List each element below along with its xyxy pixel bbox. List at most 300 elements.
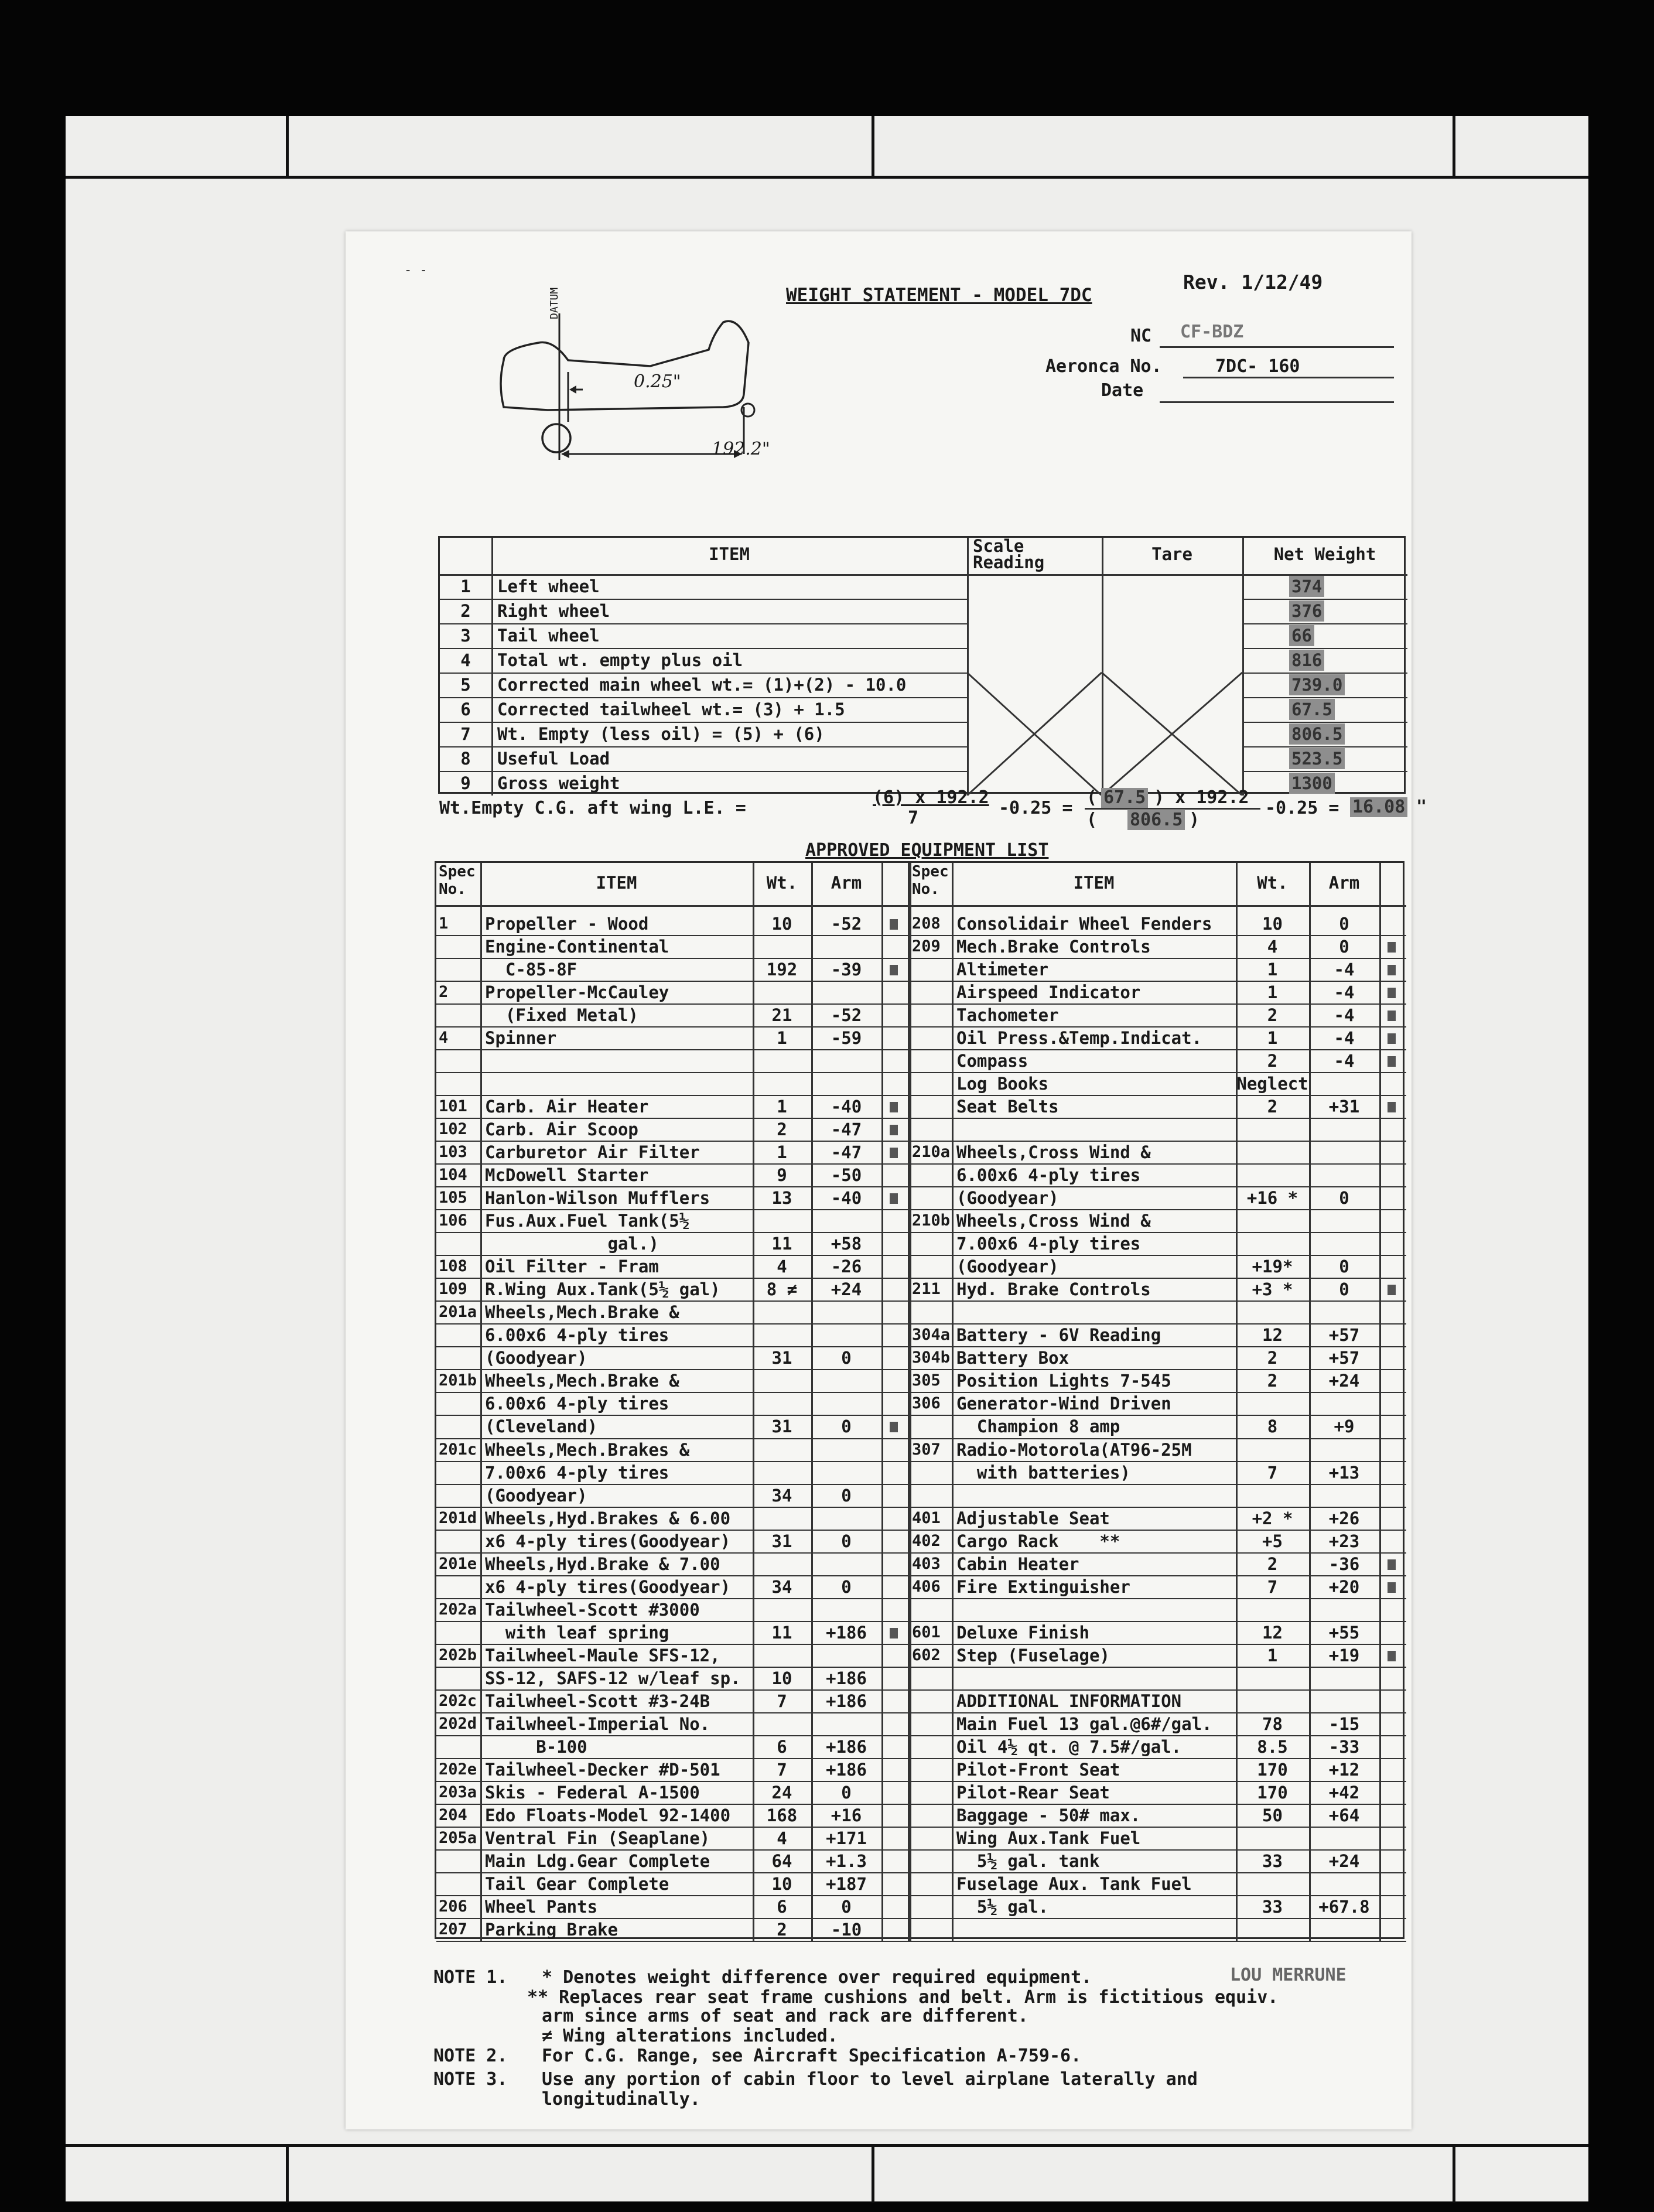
left-equipment-item: Ventral Fin (Seaplane) bbox=[485, 1828, 710, 1848]
weight-statement-sheet bbox=[346, 231, 1427, 2129]
right-equipment-weight: 50 bbox=[1262, 1805, 1283, 1825]
right-equipment-arm: 0 bbox=[1339, 1279, 1349, 1300]
left-equipment-item: Tailwheel-Maule SFS-12, bbox=[485, 1645, 720, 1665]
right-equipment-item: (Goodyear) bbox=[956, 1257, 1059, 1277]
left-equipment-weight: 7 bbox=[777, 1759, 787, 1780]
cg-formula-f2-num-a: ( bbox=[1086, 787, 1098, 808]
equipment-list-title: APPROVED EQUIPMENT LIST bbox=[805, 840, 1049, 861]
right-spec-number: 208 bbox=[912, 914, 941, 933]
weight-row-net: 67.5 bbox=[1289, 699, 1335, 720]
left-equipment-arm: +24 bbox=[831, 1279, 862, 1300]
left-equipment-arm: +58 bbox=[831, 1234, 862, 1254]
left-spec-number: 2 bbox=[439, 983, 449, 1002]
right-equipment-item: Baggage - 50# max. bbox=[956, 1805, 1141, 1825]
left-equipment-item: Tailwheel-Scott #3-24B bbox=[485, 1691, 710, 1711]
right-equipment-item: Main Fuel 13 gal.@6#/gal. bbox=[956, 1713, 1212, 1734]
right-equipment-item: Battery Box bbox=[956, 1348, 1069, 1368]
left-equipment-item: x6 4-ply tires(Goodyear) bbox=[485, 1531, 731, 1551]
right-equipment-item: Oil Press.&Temp.Indicat. bbox=[956, 1028, 1202, 1049]
left-equipment-item: Propeller-McCauley bbox=[485, 982, 669, 1003]
left-spec-number: 103 bbox=[439, 1143, 467, 1162]
left-spec-number: 201a bbox=[439, 1303, 477, 1322]
left-spec-number: 105 bbox=[439, 1189, 467, 1207]
left-equipment-weight: 31 bbox=[771, 1348, 792, 1368]
left-equipment-weight: 1 bbox=[777, 1028, 787, 1049]
right-equipment-weight: 170 bbox=[1257, 1759, 1288, 1780]
right-equipment-item: with batteries) bbox=[956, 1462, 1130, 1483]
center-rule bbox=[908, 863, 911, 1941]
left-spec-number: 202b bbox=[439, 1646, 477, 1664]
left-equipment-arm: +186 bbox=[826, 1759, 867, 1780]
weight-row-number: 4 bbox=[460, 650, 471, 670]
right-header-arm: Arm bbox=[1328, 873, 1360, 893]
left-equipment-item: (Goodyear) bbox=[485, 1485, 587, 1506]
right-equipment-arm: +42 bbox=[1328, 1782, 1360, 1803]
left-equipment-weight: 21 bbox=[771, 1005, 792, 1026]
page-title: WEIGHT STATEMENT - MODEL 7DC bbox=[786, 285, 1092, 306]
left-equipment-item: Fus.Aux.Fuel Tank(5½ bbox=[485, 1211, 690, 1231]
left-spec-number: 101 bbox=[439, 1097, 467, 1116]
right-equipment-arm: 0 bbox=[1339, 1188, 1349, 1209]
frame-top-rule bbox=[66, 176, 1588, 179]
right-equipment-arm: +67.8 bbox=[1318, 1896, 1370, 1917]
left-equipment-arm: -39 bbox=[831, 960, 862, 980]
weight-row-number: 5 bbox=[460, 675, 471, 695]
left-spec-number: 207 bbox=[439, 1920, 467, 1938]
weight-row-number: 8 bbox=[460, 749, 471, 769]
right-equipment-weight: 12 bbox=[1262, 1622, 1283, 1643]
left-equipment-arm: +16 bbox=[831, 1805, 862, 1825]
right-spec-number: 210a bbox=[912, 1143, 951, 1162]
left-equipment-item: Main Ldg.Gear Complete bbox=[485, 1851, 710, 1871]
right-spec-number: 304a bbox=[912, 1326, 951, 1344]
right-equipment-weight: 7 bbox=[1267, 1576, 1278, 1597]
left-equipment-item: Edo Floats-Model 92-1400 bbox=[485, 1805, 731, 1825]
left-equipment-weight: 34 bbox=[771, 1576, 792, 1597]
left-equipment-arm: -59 bbox=[831, 1028, 862, 1049]
right-equipment-weight: 33 bbox=[1262, 1896, 1283, 1917]
right-spec-number: 307 bbox=[912, 1440, 941, 1459]
right-spec-number: 305 bbox=[912, 1371, 941, 1390]
right-equipment-item: Mech.Brake Controls bbox=[956, 937, 1151, 957]
left-equipment-weight: 7 bbox=[777, 1691, 787, 1711]
right-equipment-arm: -4 bbox=[1334, 1005, 1355, 1026]
left-equipment-weight: 31 bbox=[771, 1416, 792, 1437]
right-equipment-weight: 8.5 bbox=[1257, 1736, 1288, 1757]
right-spec-number: 406 bbox=[912, 1577, 941, 1596]
right-equipment-weight: +19* bbox=[1252, 1257, 1293, 1277]
left-equipment-weight: 11 bbox=[771, 1234, 792, 1254]
right-equipment-item: Altimeter bbox=[956, 960, 1049, 980]
left-equipment-weight: 168 bbox=[766, 1805, 798, 1825]
equipment-table bbox=[435, 861, 1404, 1939]
required-equipment-mark bbox=[1388, 1011, 1396, 1021]
right-equipment-weight: 33 bbox=[1262, 1851, 1283, 1871]
right-equipment-weight: +3 * bbox=[1252, 1279, 1293, 1300]
right-equipment-weight: 1 bbox=[1267, 960, 1278, 980]
left-equipment-item: Oil Filter - Fram bbox=[485, 1257, 659, 1277]
right-equipment-item: Compass bbox=[956, 1051, 1028, 1071]
weight-row-item: Wt. Empty (less oil) = (5) + (6) bbox=[497, 724, 825, 744]
right-equipment-weight: 1 bbox=[1267, 1645, 1278, 1665]
right-equipment-weight: 4 bbox=[1267, 937, 1278, 957]
cg-formula-f2-den-a: ( bbox=[1086, 810, 1098, 830]
weight-row-net: 66 bbox=[1289, 625, 1314, 646]
left-equipment-weight: 64 bbox=[771, 1851, 792, 1871]
left-equipment-item: Carb. Air Heater bbox=[485, 1097, 649, 1117]
left-equipment-weight: 2 bbox=[777, 1119, 787, 1140]
column-rule bbox=[480, 863, 482, 1941]
left-equipment-item: (Fixed Metal) bbox=[485, 1005, 638, 1026]
required-equipment-mark bbox=[890, 1125, 898, 1135]
left-equipment-arm: 0 bbox=[841, 1576, 852, 1597]
left-equipment-item: McDowell Starter bbox=[485, 1165, 649, 1186]
left-equipment-weight: 8 ≠ bbox=[766, 1279, 798, 1300]
right-equipment-weight: 7 bbox=[1267, 1462, 1278, 1483]
right-equipment-item: Fuselage Aux. Tank Fuel bbox=[956, 1873, 1192, 1894]
weight-row-net: 816 bbox=[1289, 650, 1324, 671]
cg-formula-f1-num: (6) x 192.2 bbox=[873, 787, 989, 808]
right-spec-number: 210b bbox=[912, 1211, 951, 1230]
cg-formula-f2-den-b: 806.5 bbox=[1127, 810, 1185, 830]
required-equipment-mark bbox=[890, 1628, 898, 1638]
left-equipment-weight: 31 bbox=[771, 1531, 792, 1551]
right-equipment-weight: +5 bbox=[1262, 1531, 1283, 1551]
frame-tick bbox=[286, 2144, 289, 2203]
left-equipment-item: x6 4-ply tires(Goodyear) bbox=[485, 1576, 731, 1597]
left-equipment-item: Carb. Air Scoop bbox=[485, 1119, 638, 1140]
note-1-line-c: arm since arms of seat and rack are different. bbox=[542, 2006, 1028, 2026]
left-equipment-arm: 0 bbox=[841, 1348, 852, 1368]
right-equipment-item: Seat Belts bbox=[956, 1097, 1059, 1117]
right-equipment-item: Step (Fuselage) bbox=[956, 1645, 1110, 1665]
right-equipment-item: Cargo Rack ** bbox=[956, 1531, 1120, 1551]
left-equipment-arm: +186 bbox=[826, 1668, 867, 1688]
frame-tick bbox=[872, 116, 874, 178]
left-header-spec: Spec No. bbox=[439, 863, 476, 898]
right-equipment-arm: -4 bbox=[1334, 960, 1355, 980]
right-spec-number: 211 bbox=[912, 1280, 941, 1299]
weight-row-item: Total wt. empty plus oil bbox=[497, 650, 743, 670]
left-equipment-arm: +186 bbox=[826, 1691, 867, 1711]
required-equipment-mark bbox=[1388, 1582, 1396, 1593]
cg-formula-f2-num-b: 67.5 bbox=[1101, 788, 1148, 808]
required-equipment-mark bbox=[1388, 1559, 1396, 1570]
required-equipment-mark bbox=[1388, 1651, 1396, 1661]
left-equipment-item: Tailwheel-Decker #D-501 bbox=[485, 1759, 720, 1780]
right-equipment-item: 5½ gal. bbox=[956, 1896, 1049, 1917]
note-3-label: NOTE 3. bbox=[433, 2069, 508, 2090]
left-equipment-item: Engine-Continental bbox=[485, 937, 669, 957]
right-equipment-weight: 2 bbox=[1267, 1371, 1278, 1391]
right-spec-number: 209 bbox=[912, 937, 941, 956]
left-equipment-arm: +187 bbox=[826, 1873, 867, 1894]
left-equipment-weight: 4 bbox=[777, 1257, 787, 1277]
left-spec-number: 106 bbox=[439, 1211, 467, 1230]
cg-formula-minus1: -0.25 = bbox=[999, 798, 1073, 818]
right-equipment-weight: 78 bbox=[1262, 1713, 1283, 1734]
weight-row-item: Corrected main wheel wt.= (1)+(2) - 10.0 bbox=[497, 675, 907, 695]
left-header-wt: Wt. bbox=[766, 873, 798, 893]
left-equipment-weight: 34 bbox=[771, 1485, 792, 1506]
right-equipment-arm: 0 bbox=[1339, 914, 1349, 934]
right-equipment-item: Pilot-Front Seat bbox=[956, 1759, 1120, 1780]
weight-row-net: 739.0 bbox=[1289, 674, 1345, 695]
nc-underline bbox=[1160, 346, 1394, 348]
weight-row-net: 376 bbox=[1289, 600, 1324, 622]
right-equipment-item: Consolidair Wheel Fenders bbox=[956, 914, 1212, 934]
right-equipment-arm: +24 bbox=[1328, 1851, 1360, 1871]
left-equipment-weight: 1 bbox=[777, 1142, 787, 1163]
left-spec-number: 4 bbox=[439, 1029, 449, 1047]
right-equipment-arm: +57 bbox=[1328, 1325, 1360, 1346]
header-net-weight: Net Weight bbox=[1273, 544, 1376, 564]
right-equipment-item: Oil 4½ qt. @ 7.5#/gal. bbox=[956, 1736, 1182, 1757]
frame-tick bbox=[872, 2144, 874, 2203]
left-equipment-item: Spinner bbox=[485, 1028, 557, 1049]
left-equipment-weight: 1 bbox=[777, 1097, 787, 1117]
right-equipment-weight: 12 bbox=[1262, 1325, 1283, 1346]
right-equipment-arm: +64 bbox=[1328, 1805, 1360, 1825]
aircraft-side-view-diagram bbox=[451, 296, 756, 483]
right-equipment-arm: +19 bbox=[1328, 1645, 1360, 1665]
weight-row-number: 3 bbox=[460, 626, 471, 646]
left-equipment-weight: 192 bbox=[766, 960, 798, 980]
right-equipment-item: Log Books bbox=[956, 1074, 1049, 1094]
left-equipment-arm: -40 bbox=[831, 1097, 862, 1117]
right-spec-number: 401 bbox=[912, 1508, 941, 1527]
left-equipment-weight: 6 bbox=[777, 1896, 787, 1917]
left-equipment-item: Hanlon-Wilson Mufflers bbox=[485, 1188, 710, 1209]
right-spec-number: 306 bbox=[912, 1394, 941, 1413]
right-spec-number: 403 bbox=[912, 1554, 941, 1573]
left-equipment-item: Wheels,Mech.Brakes & bbox=[485, 1439, 690, 1460]
cg-result-unit: " bbox=[1416, 797, 1427, 817]
right-header-item: ITEM bbox=[1073, 873, 1115, 893]
required-equipment-mark bbox=[890, 1193, 898, 1204]
right-equipment-weight: 10 bbox=[1262, 914, 1283, 934]
right-equipment-arm: +20 bbox=[1328, 1576, 1360, 1597]
row-rule bbox=[436, 1941, 1406, 1942]
left-equipment-item: Propeller - Wood bbox=[485, 914, 649, 934]
left-equipment-item: Wheels,Mech.Brake & bbox=[485, 1371, 679, 1391]
left-equipment-arm: -52 bbox=[831, 1005, 862, 1026]
right-equipment-weight: 2 bbox=[1267, 1097, 1278, 1117]
required-equipment-mark bbox=[1388, 988, 1396, 998]
aeronca-value: 7DC- 160 bbox=[1215, 356, 1300, 377]
right-equipment-weight: +2 * bbox=[1252, 1508, 1293, 1528]
frame-tick bbox=[1453, 116, 1455, 178]
frame-bottom-rule bbox=[66, 2144, 1588, 2147]
right-equipment-item: Champion 8 amp bbox=[956, 1416, 1120, 1437]
left-equipment-item: 6.00x6 4-ply tires bbox=[485, 1325, 669, 1346]
right-equipment-arm: -4 bbox=[1334, 1051, 1355, 1071]
left-equipment-item: with leaf spring bbox=[485, 1622, 669, 1643]
right-equipment-arm: +24 bbox=[1328, 1371, 1360, 1391]
weight-row-net: 806.5 bbox=[1289, 723, 1345, 745]
left-equipment-arm: +186 bbox=[826, 1622, 867, 1643]
left-equipment-item: R.Wing Aux.Tank(5½ gal) bbox=[485, 1279, 720, 1300]
dimension-025: 0.25" bbox=[634, 371, 681, 392]
required-equipment-mark bbox=[890, 965, 898, 975]
right-equipment-weight: 2 bbox=[1267, 1051, 1278, 1071]
right-equipment-weight: 2 bbox=[1267, 1005, 1278, 1026]
left-header-arm: Arm bbox=[831, 873, 862, 893]
left-spec-number: 202d bbox=[439, 1714, 477, 1733]
right-equipment-weight: 8 bbox=[1267, 1416, 1278, 1437]
left-equipment-weight: 6 bbox=[777, 1736, 787, 1757]
left-equipment-item: Wheels,Hyd.Brakes & 6.00 bbox=[485, 1508, 731, 1528]
left-spec-number: 201b bbox=[439, 1371, 477, 1390]
right-equipment-item: 7.00x6 4-ply tires bbox=[956, 1234, 1141, 1254]
required-equipment-mark bbox=[1388, 1285, 1396, 1295]
left-equipment-item: Parking Brake bbox=[485, 1919, 618, 1940]
right-equipment-arm: +31 bbox=[1328, 1097, 1360, 1117]
left-equipment-item: Wheels,Mech.Brake & bbox=[485, 1302, 679, 1323]
required-equipment-mark bbox=[890, 1102, 898, 1112]
frame-tick bbox=[286, 116, 289, 178]
left-equipment-item: Wheels,Hyd.Brake & 7.00 bbox=[485, 1554, 720, 1574]
right-equipment-item: 6.00x6 4-ply tires bbox=[956, 1165, 1141, 1186]
cg-formula-minus2: -0.25 = bbox=[1265, 798, 1339, 818]
signature-stamp: LOU MERRUNE bbox=[1230, 1965, 1347, 1985]
right-equipment-item: (Goodyear) bbox=[956, 1188, 1059, 1209]
weight-row-net: 374 bbox=[1289, 576, 1324, 597]
right-equipment-weight: 170 bbox=[1257, 1782, 1288, 1803]
required-equipment-mark bbox=[1388, 1056, 1396, 1067]
right-equipment-weight: 2 bbox=[1267, 1348, 1278, 1368]
left-equipment-weight: 4 bbox=[777, 1828, 787, 1848]
nc-value: CF-BDZ bbox=[1180, 322, 1244, 342]
right-spec-number: 601 bbox=[912, 1623, 941, 1641]
note-1-line-d: ≠ Wing alterations included. bbox=[542, 2026, 838, 2046]
right-header-spec: Spec No. bbox=[912, 863, 949, 898]
left-equipment-item: 7.00x6 4-ply tires bbox=[485, 1462, 669, 1483]
header-rule bbox=[436, 905, 1406, 907]
left-equipment-arm: 0 bbox=[841, 1485, 852, 1506]
right-equipment-item: Radio-Motorola(AT96-25M bbox=[956, 1439, 1192, 1460]
left-equipment-weight: 9 bbox=[777, 1165, 787, 1186]
left-equipment-arm: -47 bbox=[831, 1119, 862, 1140]
cg-result: 16.08 bbox=[1350, 797, 1407, 817]
weight-row-number: 2 bbox=[460, 601, 471, 621]
right-equipment-item: Hyd. Brake Controls bbox=[956, 1279, 1151, 1300]
note-1-line-a: * Denotes weight difference over required equipment. bbox=[542, 1967, 1092, 1988]
aeronca-label: Aeronca No. bbox=[1045, 356, 1162, 377]
right-equipment-weight: Neglect bbox=[1236, 1074, 1308, 1094]
right-equipment-arm: 0 bbox=[1339, 937, 1349, 957]
corner-mark: - - bbox=[404, 263, 428, 278]
required-equipment-mark bbox=[1388, 965, 1396, 975]
left-spec-number: 1 bbox=[439, 914, 449, 933]
right-equipment-item: Airspeed Indicator bbox=[956, 982, 1141, 1003]
weight-row-item: Tail wheel bbox=[497, 626, 600, 646]
right-equipment-item: Deluxe Finish bbox=[956, 1622, 1089, 1643]
left-spec-number: 203a bbox=[439, 1783, 477, 1801]
left-equipment-item: Tailwheel-Imperial No. bbox=[485, 1713, 710, 1734]
right-equipment-arm: -15 bbox=[1328, 1713, 1360, 1734]
left-spec-number: 201c bbox=[439, 1440, 477, 1459]
required-equipment-mark bbox=[890, 1148, 898, 1158]
left-equipment-item: SS-12, SAFS-12 w/leaf sp. bbox=[485, 1668, 741, 1688]
right-equipment-item: Wing Aux.Tank Fuel bbox=[956, 1828, 1141, 1848]
left-equipment-arm: -47 bbox=[831, 1142, 862, 1163]
left-equipment-arm: +186 bbox=[826, 1736, 867, 1757]
revision-date: Rev. 1/12/49 bbox=[1183, 271, 1323, 293]
right-equipment-item: ADDITIONAL INFORMATION bbox=[956, 1691, 1182, 1711]
left-equipment-item: Tailwheel-Scott #3000 bbox=[485, 1599, 700, 1620]
weight-row-net: 1300 bbox=[1289, 773, 1335, 794]
left-equipment-weight: 2 bbox=[777, 1919, 787, 1940]
right-equipment-item: Wheels,Cross Wind & bbox=[956, 1211, 1151, 1231]
right-equipment-arm: -36 bbox=[1328, 1554, 1360, 1574]
left-equipment-arm: 0 bbox=[841, 1531, 852, 1551]
left-equipment-arm: +1.3 bbox=[826, 1851, 867, 1871]
header-item: ITEM bbox=[709, 544, 750, 564]
left-spec-number: 202c bbox=[439, 1691, 477, 1710]
left-equipment-item: C-85-8F bbox=[485, 960, 577, 980]
right-spec-number: 304b bbox=[912, 1349, 951, 1367]
left-spec-number: 202e bbox=[439, 1760, 477, 1779]
left-spec-number: 201e bbox=[439, 1554, 477, 1573]
left-spec-number: 108 bbox=[439, 1257, 467, 1276]
left-equipment-arm: -52 bbox=[831, 914, 862, 934]
right-spec-number: 402 bbox=[912, 1531, 941, 1550]
required-equipment-mark bbox=[890, 1422, 898, 1432]
frame-tick bbox=[1453, 2144, 1455, 2203]
note-1-line-b: ** Replaces rear seat frame cushions and belt. Arm is fictitious equiv. bbox=[527, 1987, 1279, 2008]
right-equipment-item: Tachometer bbox=[956, 1005, 1059, 1026]
weight-row-item: Left wheel bbox=[497, 576, 600, 596]
date-underline bbox=[1160, 401, 1394, 403]
aeronca-underline bbox=[1183, 377, 1394, 378]
right-equipment-arm: +23 bbox=[1328, 1531, 1360, 1551]
required-equipment-mark bbox=[1388, 1102, 1396, 1112]
weight-row-number: 9 bbox=[460, 773, 471, 793]
date-label: Date bbox=[1101, 380, 1144, 401]
left-equipment-arm: -26 bbox=[831, 1257, 862, 1277]
right-header-wt: Wt. bbox=[1257, 873, 1288, 893]
left-spec-number: 204 bbox=[439, 1805, 467, 1824]
left-equipment-arm: -50 bbox=[831, 1165, 862, 1186]
left-spec-number: 104 bbox=[439, 1166, 467, 1184]
left-equipment-weight: 10 bbox=[771, 914, 792, 934]
weight-row-number: 1 bbox=[460, 576, 471, 596]
right-equipment-arm: +9 bbox=[1334, 1416, 1355, 1437]
left-equipment-item: (Cleveland) bbox=[485, 1416, 598, 1437]
left-equipment-item: Carburetor Air Filter bbox=[485, 1142, 700, 1163]
right-equipment-arm: -4 bbox=[1334, 982, 1355, 1003]
column-rule bbox=[1379, 863, 1381, 1941]
nc-label: NC bbox=[1130, 326, 1152, 346]
weight-row-item: Gross weight bbox=[497, 773, 620, 793]
note-1-label: NOTE 1. bbox=[433, 1967, 508, 1988]
left-equipment-weight: 11 bbox=[771, 1622, 792, 1643]
right-equipment-item: Position Lights 7-545 bbox=[956, 1371, 1171, 1391]
note-2-label: NOTE 2. bbox=[433, 2046, 508, 2066]
right-equipment-item: Wheels,Cross Wind & bbox=[956, 1142, 1151, 1163]
note-3-line-a: Use any portion of cabin floor to level airplane laterally and bbox=[542, 2069, 1198, 2090]
weight-row-number: 7 bbox=[460, 724, 471, 744]
note-2-text: For C.G. Range, see Aircraft Specification A-759-6. bbox=[542, 2046, 1082, 2066]
right-equipment-arm: -4 bbox=[1334, 1028, 1355, 1049]
left-equipment-arm: 0 bbox=[841, 1896, 852, 1917]
right-equipment-item: Battery - 6V Reading bbox=[956, 1325, 1161, 1346]
right-equipment-arm: +12 bbox=[1328, 1759, 1360, 1780]
right-equipment-arm: +57 bbox=[1328, 1348, 1360, 1368]
left-equipment-arm: -10 bbox=[831, 1919, 862, 1940]
left-equipment-weight: 13 bbox=[771, 1188, 792, 1209]
